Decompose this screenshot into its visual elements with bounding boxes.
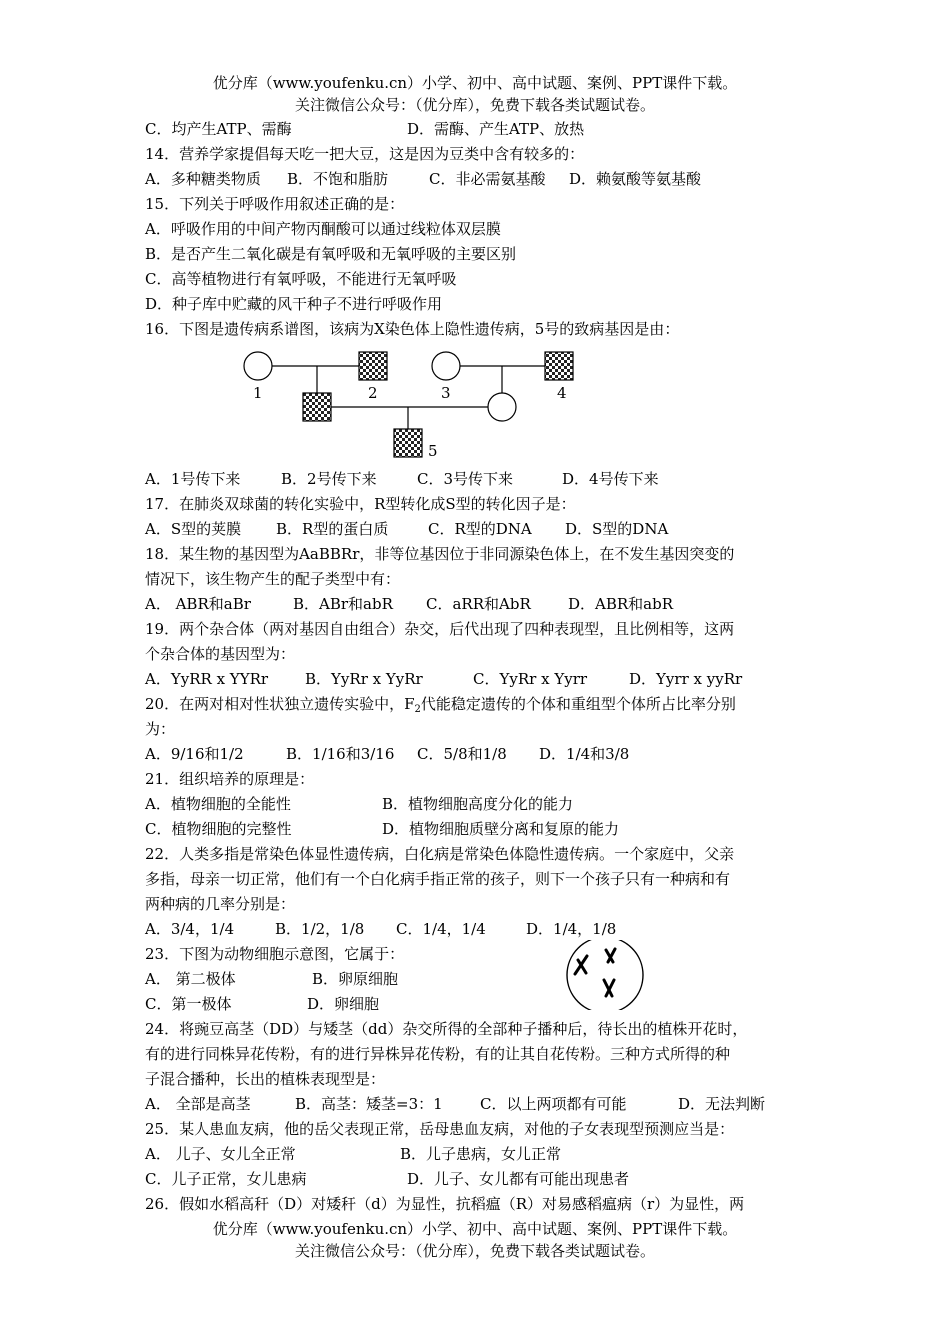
footer-line-1: 优分库（www.youfenku.cn）小学、初中、高中试题、案例、PPT课件下载。 <box>212 1220 738 1238</box>
q20-stem-1-sub: 2 <box>414 704 421 715</box>
q24-option-a: A． 全部是高茎 <box>145 1095 251 1113</box>
q19-option-d: D．Yyrr x yyRr <box>629 670 743 688</box>
q23-stem: 23．下图为动物细胞示意图，它属于： <box>145 945 405 963</box>
q25-option-d: D．儿子、女儿都有可能出现患者 <box>407 1170 630 1188</box>
page-header <box>0 72 950 116</box>
q25-stem: 25．某人患血友病，他的岳父表现正常，岳母患血友病，对他的子女表现型预测应当是： <box>145 1120 735 1138</box>
q16-option-c: C．3号传下来 <box>417 470 514 488</box>
q19-stem-1: 19．两个杂合体（两对基因自由组合）杂交，后代出现了四种表现型，且比例相等，这两 <box>145 620 735 638</box>
individual-2-affected-male <box>359 352 387 380</box>
q20-stem-1-post: 代能稳定遗传的个体和重组型个体所占比率分别 <box>420 695 736 713</box>
individual-4-affected-male <box>545 352 573 380</box>
q23-option-b: B．卵原细胞 <box>312 970 399 988</box>
q14-option-a: A．多种糖类物质 <box>145 170 261 188</box>
q24-option-b: B．高茎：矮茎=3：1 <box>295 1095 443 1113</box>
q20-stem-1 <box>145 692 810 717</box>
label-4: 4 <box>557 384 567 402</box>
q14-stem: 14．营养学家提倡每天吃一把大豆，这是因为豆类中含有较多的： <box>145 145 585 163</box>
q24-option-c: C．以上两项都有可能 <box>480 1095 627 1113</box>
q20-option-a: A．9/16和1/2 <box>145 745 244 763</box>
q21-options-cd <box>145 817 810 842</box>
q21-option-b: B．植物细胞高度分化的能力 <box>382 795 574 813</box>
q26-stem-1: 26．假如水稻高秆（D）对矮秆（d）为显性，抗稻瘟（R）对易感稻瘟病（r）为显性，两 <box>145 1195 745 1213</box>
q19-options <box>145 667 810 692</box>
footer-line-2: 关注微信公众号：（优分库），免费下载各类试题试卷。 <box>294 1242 655 1260</box>
q20-option-c: C．5/8和1/8 <box>417 745 507 763</box>
cell-svg <box>560 940 650 1010</box>
q25-option-b: B．儿子患病，女儿正常 <box>400 1145 562 1163</box>
q14-option-d: D．赖氨酸等氨基酸 <box>569 170 702 188</box>
q17-option-d: D．S型的DNA <box>565 520 669 538</box>
q21-option-c: C．植物细胞的完整性 <box>145 820 292 838</box>
q15-stem: 15．下列关于呼吸作用叙述正确的是： <box>145 195 405 213</box>
q20-option-d: D．1/4和3/8 <box>539 745 630 763</box>
label-1: 1 <box>253 384 263 402</box>
gen2-female <box>488 393 516 421</box>
q18-option-a: A． ABR和aBr <box>145 595 251 613</box>
q13-option-d: D．需酶、产生ATP、放热 <box>407 120 585 138</box>
animal-cell-diagram <box>560 940 650 1014</box>
q14-option-b: B．不饱和脂肪 <box>287 170 389 188</box>
q25-options-ab <box>145 1142 810 1167</box>
q22-stem-3: 两种病的几率分别是： <box>145 895 296 913</box>
q15-option-c: C．高等植物进行有氧呼吸，不能进行无氧呼吸 <box>145 270 457 288</box>
header-line-2: 关注微信公众号：（优分库），免费下载各类试题试卷。 <box>294 96 655 114</box>
q16-stem: 16．下图是遗传病系谱图，该病为X染色体上隐性遗传病，5号的致病基因是由： <box>145 320 680 338</box>
gen2-affected-male <box>303 393 331 421</box>
q20-option-b: B．1/16和3/16 <box>286 745 395 763</box>
q18-stem-1: 18．某生物的基因型为AaBBRr，非等位基因位于非同源染色体上，在不发生基因突变的 <box>145 545 735 563</box>
q20-stem-1-pre: 20．在两对相对性状独立遗传实验中，F <box>145 695 415 713</box>
q15-option-b: B．是否产生二氧化碳是有氧呼吸和无氧呼吸的主要区别 <box>145 245 517 263</box>
q25-option-c: C．儿子正常，女儿患病 <box>145 1170 307 1188</box>
pedigree-svg <box>225 345 605 465</box>
q20-stem-2: 为： <box>145 720 176 738</box>
q25-option-a: A． 儿子、女儿全正常 <box>145 1145 296 1163</box>
q25-options-cd <box>145 1167 810 1192</box>
q14-options <box>145 167 810 192</box>
q18-option-c: C．aRR和AbR <box>426 595 531 613</box>
q22-stem-2: 多指，母亲一切正常，他们有一个白化病手指正常的孩子，则下一个孩子只有一种病和有 <box>145 870 731 888</box>
q24-stem-1: 24．将豌豆高茎（DD）与矮茎（dd）杂交所得的全部种子播种后，待长出的植株开花时， <box>145 1020 748 1038</box>
q24-stem-2: 有的进行同株异花传粉，有的进行异株异花传粉，有的让其自花传粉。三种方式所得的种 <box>145 1045 731 1063</box>
q18-options <box>145 592 810 617</box>
q17-option-b: B．R型的蛋白质 <box>276 520 389 538</box>
q24-stem-3: 子混合播种，长出的植株表现型是： <box>145 1070 386 1088</box>
individual-5-affected-male <box>394 429 422 457</box>
q17-option-a: A．S型的荚膜 <box>145 520 242 538</box>
q23-option-d: D．卵细胞 <box>307 995 380 1013</box>
q16-option-b: B．2号传下来 <box>281 470 377 488</box>
q16-option-a: A．1号传下来 <box>145 470 241 488</box>
q19-stem-2: 个杂合体的基因型为： <box>145 645 296 663</box>
q16-options <box>145 467 810 492</box>
q22-option-a: A．3/4，1/4 <box>145 920 235 938</box>
pedigree-diagram <box>225 345 605 469</box>
q22-stem-1: 22．人类多指是常染色体显性遗传病，白化病是常染色体隐性遗传病。一个家庭中，父亲 <box>145 845 735 863</box>
q24-options <box>145 1092 810 1117</box>
header-line-1: 优分库（www.youfenku.cn）小学、初中、高中试题、案例、PPT课件下载。 <box>212 74 738 92</box>
label-5: 5 <box>428 442 438 460</box>
individual-3-female <box>432 352 460 380</box>
q18-stem-2: 情况下，该生物产生的配子类型中有： <box>145 570 401 588</box>
q24-option-d: D．无法判断 <box>678 1095 766 1113</box>
q21-stem: 21．组织培养的原理是： <box>145 770 315 788</box>
q19-option-a: A．YyRR x YYRr <box>145 670 269 688</box>
q23-options-ab <box>145 967 810 992</box>
q21-option-d: D．植物细胞质壁分离和复原的能力 <box>382 820 620 838</box>
q23-options-cd <box>145 992 810 1017</box>
q17-option-c: C．R型的DNA <box>428 520 532 538</box>
q17-stem: 17．在肺炎双球菌的转化实验中，R型转化成S型的转化因子是： <box>145 495 576 513</box>
q19-option-b: B．YyRr x YyRr <box>305 670 423 688</box>
individual-1-female <box>244 352 272 380</box>
q23-option-c: C．第一极体 <box>145 995 232 1013</box>
q20-options <box>145 742 810 767</box>
q18-option-d: D．ABR和abR <box>568 595 674 613</box>
q23-option-a: A． 第二极体 <box>145 970 236 988</box>
q13-option-c: C．均产生ATP、需酶 <box>145 120 292 138</box>
q14-option-c: C．非必需氨基酸 <box>429 170 546 188</box>
q18-option-b: B．ABr和abR <box>293 595 393 613</box>
q22-option-c: C．1/4，1/4 <box>396 920 486 938</box>
q21-options-ab <box>145 792 810 817</box>
q16-option-d: D．4号传下来 <box>562 470 659 488</box>
label-2: 2 <box>368 384 378 402</box>
page-footer <box>0 1218 950 1262</box>
q21-option-a: A．植物细胞的全能性 <box>145 795 291 813</box>
q15-option-d: D．种子库中贮藏的风干种子不进行呼吸作用 <box>145 295 443 313</box>
q19-option-c: C．YyRr x Yyrr <box>473 670 588 688</box>
q22-options <box>145 917 810 942</box>
q22-option-b: B．1/2，1/8 <box>275 920 365 938</box>
q22-option-d: D．1/4，1/8 <box>526 920 617 938</box>
label-3: 3 <box>441 384 451 402</box>
q17-options <box>145 517 810 542</box>
q15-option-a: A．呼吸作用的中间产物丙酮酸可以通过线粒体双层膜 <box>145 220 501 238</box>
q13-options-cd <box>145 117 810 142</box>
question-list <box>145 117 810 1217</box>
